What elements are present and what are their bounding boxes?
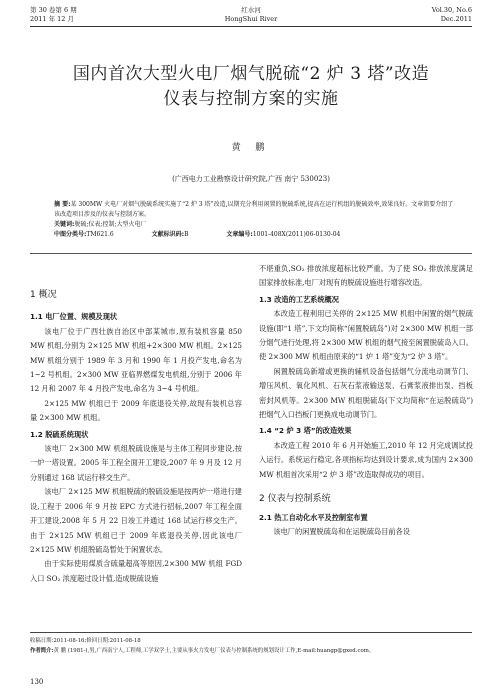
keywords-label: 关键词: (54, 221, 75, 228)
affiliation: (广西电力工业勘察设计研究院,广西 南宁 530023) (172, 175, 330, 183)
subsection-heading: 2.1 热工自动化水平及控制室布置 (259, 512, 368, 522)
clc-label: 中图分类号: (54, 231, 87, 238)
paragraph: 本改造工程 2010 年 6 月开始施工,2010 年 12 月完成调试投入运行。系统运行稳定,各项指标均达到设计要求,成为国内 2×300 MW 机组首次采用“2 炉 3 塔”改造取得成功的项目。 (259, 440, 473, 479)
doc-code (152, 231, 207, 238)
abstract-rule (30, 253, 472, 254)
journal-name-en: HongShui River (224, 15, 278, 23)
issue-date-en: Dec.2011 (440, 15, 472, 23)
doc-code-value: B (184, 231, 189, 238)
subsection-heading: 1.1 电厂位置、规模及现状 (30, 312, 118, 322)
bio-label: 作者简介: (30, 648, 54, 654)
footnote (30, 632, 472, 656)
paragraph: 该电厂的闲置脱硫岛和在运脱硫岛目前各设 (273, 526, 410, 536)
left-column (30, 262, 242, 586)
subsection-heading: 1.2 脱硫系统现状 (30, 429, 89, 439)
subsection-heading: 1.4 “2 炉 3 塔”的改造效果 (259, 426, 352, 436)
clc (54, 231, 132, 238)
author: 黄 鹏 (231, 143, 271, 153)
abstract (54, 200, 454, 220)
article-no (226, 231, 358, 238)
paragraph: 2×125 MW 机组已于 2009 年底退役关停,故现有装机总容量 2×300 MW 机组。 (30, 398, 242, 423)
abstract-block (54, 200, 454, 240)
paragraph: 本改造工程利用已关停的 2×125 MW 机组中闲置的烟气脱硫设施(即“1 塔”,下文均简称“闲置脱硫岛”)对 2×300 MW 机组一部分烟气进行处理,将 2×300 MW 机组的烟气接至闲置脱硫岛入口。使 2×300 MW 机组由原来的“1 炉 1 塔”变为“2 炉 3 塔”。 (259, 309, 473, 362)
keywords-text: 脱硫;仪表;控制;大型火电厂 (74, 221, 147, 228)
abstract-label: 摘 要: (54, 201, 71, 208)
article-no-value: 1001-408X(2011)06-0130-04 (252, 231, 341, 238)
classification-line (54, 230, 454, 240)
issue-date-cn: 2011 年 12 月 (30, 15, 75, 23)
keywords (54, 220, 454, 230)
journal-volume-en (432, 6, 472, 24)
volume-issue: 第 30 卷第 6 期 (30, 6, 77, 14)
received-date: 收稿日期:2011-08-16;修回日期:2011-08-18 (30, 638, 141, 644)
title-line-1: 国内首次大型火电厂烟气脱硫“2 炉 3 塔”改造 (72, 64, 430, 84)
paragraph: 该电厂位于广西壮族自治区中部某城市,原有装机容量 850 MW 机组,分别为 2×125 MW 机组+2×300 MW 机组。2×125 MW 机组分别于 1989 年 3 月和 1990 年 1 月投产发电,命名为 1~2 号机组。2×300 MW 亚临界燃煤发电机组,分别于 2006 年 12 月和 2007 年 4 月投产发电,命名为 3~4 号机组。 (30, 326, 242, 394)
running-header (30, 6, 472, 34)
paragraph: 该电厂 2×125 MW 机组脱硫的脱硫设施是按两炉一塔进行建设,工程于 2006 年 9 月按 EPC 方式进行招标,2007 年工程全面开工建设,2008 年 5 月 22 日竣工并通过 168 试运行移交生产。由于 2×125 MW 机组已于 2009 年底退役关停,因此该电厂 2×125 MW 机组脱硫岛暂处于闲置状态。 (30, 487, 242, 554)
page-number: 130 (30, 678, 44, 686)
abstract-text: 某 300MW 火电厂对烟气脱硫系统实施了“2 炉 3 塔”改造,以期充分利用闲置的脱硫系统,提高在运行机组的脱硫效率,效果良好。文章简要介绍了该改造项目涉及的仪表与控制方案。 (54, 201, 454, 218)
volume-issue-en: Vol.30, No.6 (431, 6, 472, 14)
doc-code-label: 文献标识码: (151, 231, 185, 238)
right-column (259, 262, 473, 539)
section-heading: 1 概况 (30, 290, 57, 300)
article-no-label: 文章编号: (226, 231, 253, 238)
clc-value: TM621.6 (86, 231, 114, 238)
paragraph: 不堪重负,SO₂ 排放浓度超标比较严重。为了使 SO₂ 排放浓度满足国家排放标准,电厂对现有的脱硫设施进行增容改造。 (259, 264, 473, 288)
journal-name-cn: 红水河 (241, 6, 261, 14)
author-bio (30, 646, 472, 656)
paragraph: 由于实际使用煤质含硫量超高等原因,2×300 MW 机组 FGD 入口 SO₂ 浓度超过设计值,造成脱硫设施 (30, 559, 242, 583)
paper-title (30, 62, 472, 112)
paragraph: 闲置脱硫岛新增或更换的辅机设备包括烟气分流电动调节门、增压风机、氧化风机、石灰石浆液输送泵、石膏浆液排出泵、挡板密封风机等。2×300 MW 机组脱硫岛(下文均简称“在运脱硫岛”)把烟气入口挡板门更换成电动调节门。 (259, 366, 473, 420)
subsection-heading: 1.3 改造的工艺系统概况 (259, 294, 339, 304)
bio-text: 黄 鹏 (1981-),男,广西南宁人,工程师,工学双学士,主要从事火力发电厂仪表与控制系统的规划设计工作,E-mail:huangp@gxed.com。 (53, 648, 375, 654)
title-line-2: 仪表与控制方案的实施 (163, 89, 339, 109)
header-rule (30, 26, 472, 27)
section-heading: 2 仪表与控制系统 (259, 494, 331, 505)
paragraph: 该电厂 2×300 MW 机组脱硫设施是与主体工程同步建设,按一炉一塔设置。2005 年工程全面开工建设,2007 年 9 月及 12 月分别通过 168 试运行移交生产。 (30, 444, 242, 482)
journal-name (30, 6, 472, 24)
